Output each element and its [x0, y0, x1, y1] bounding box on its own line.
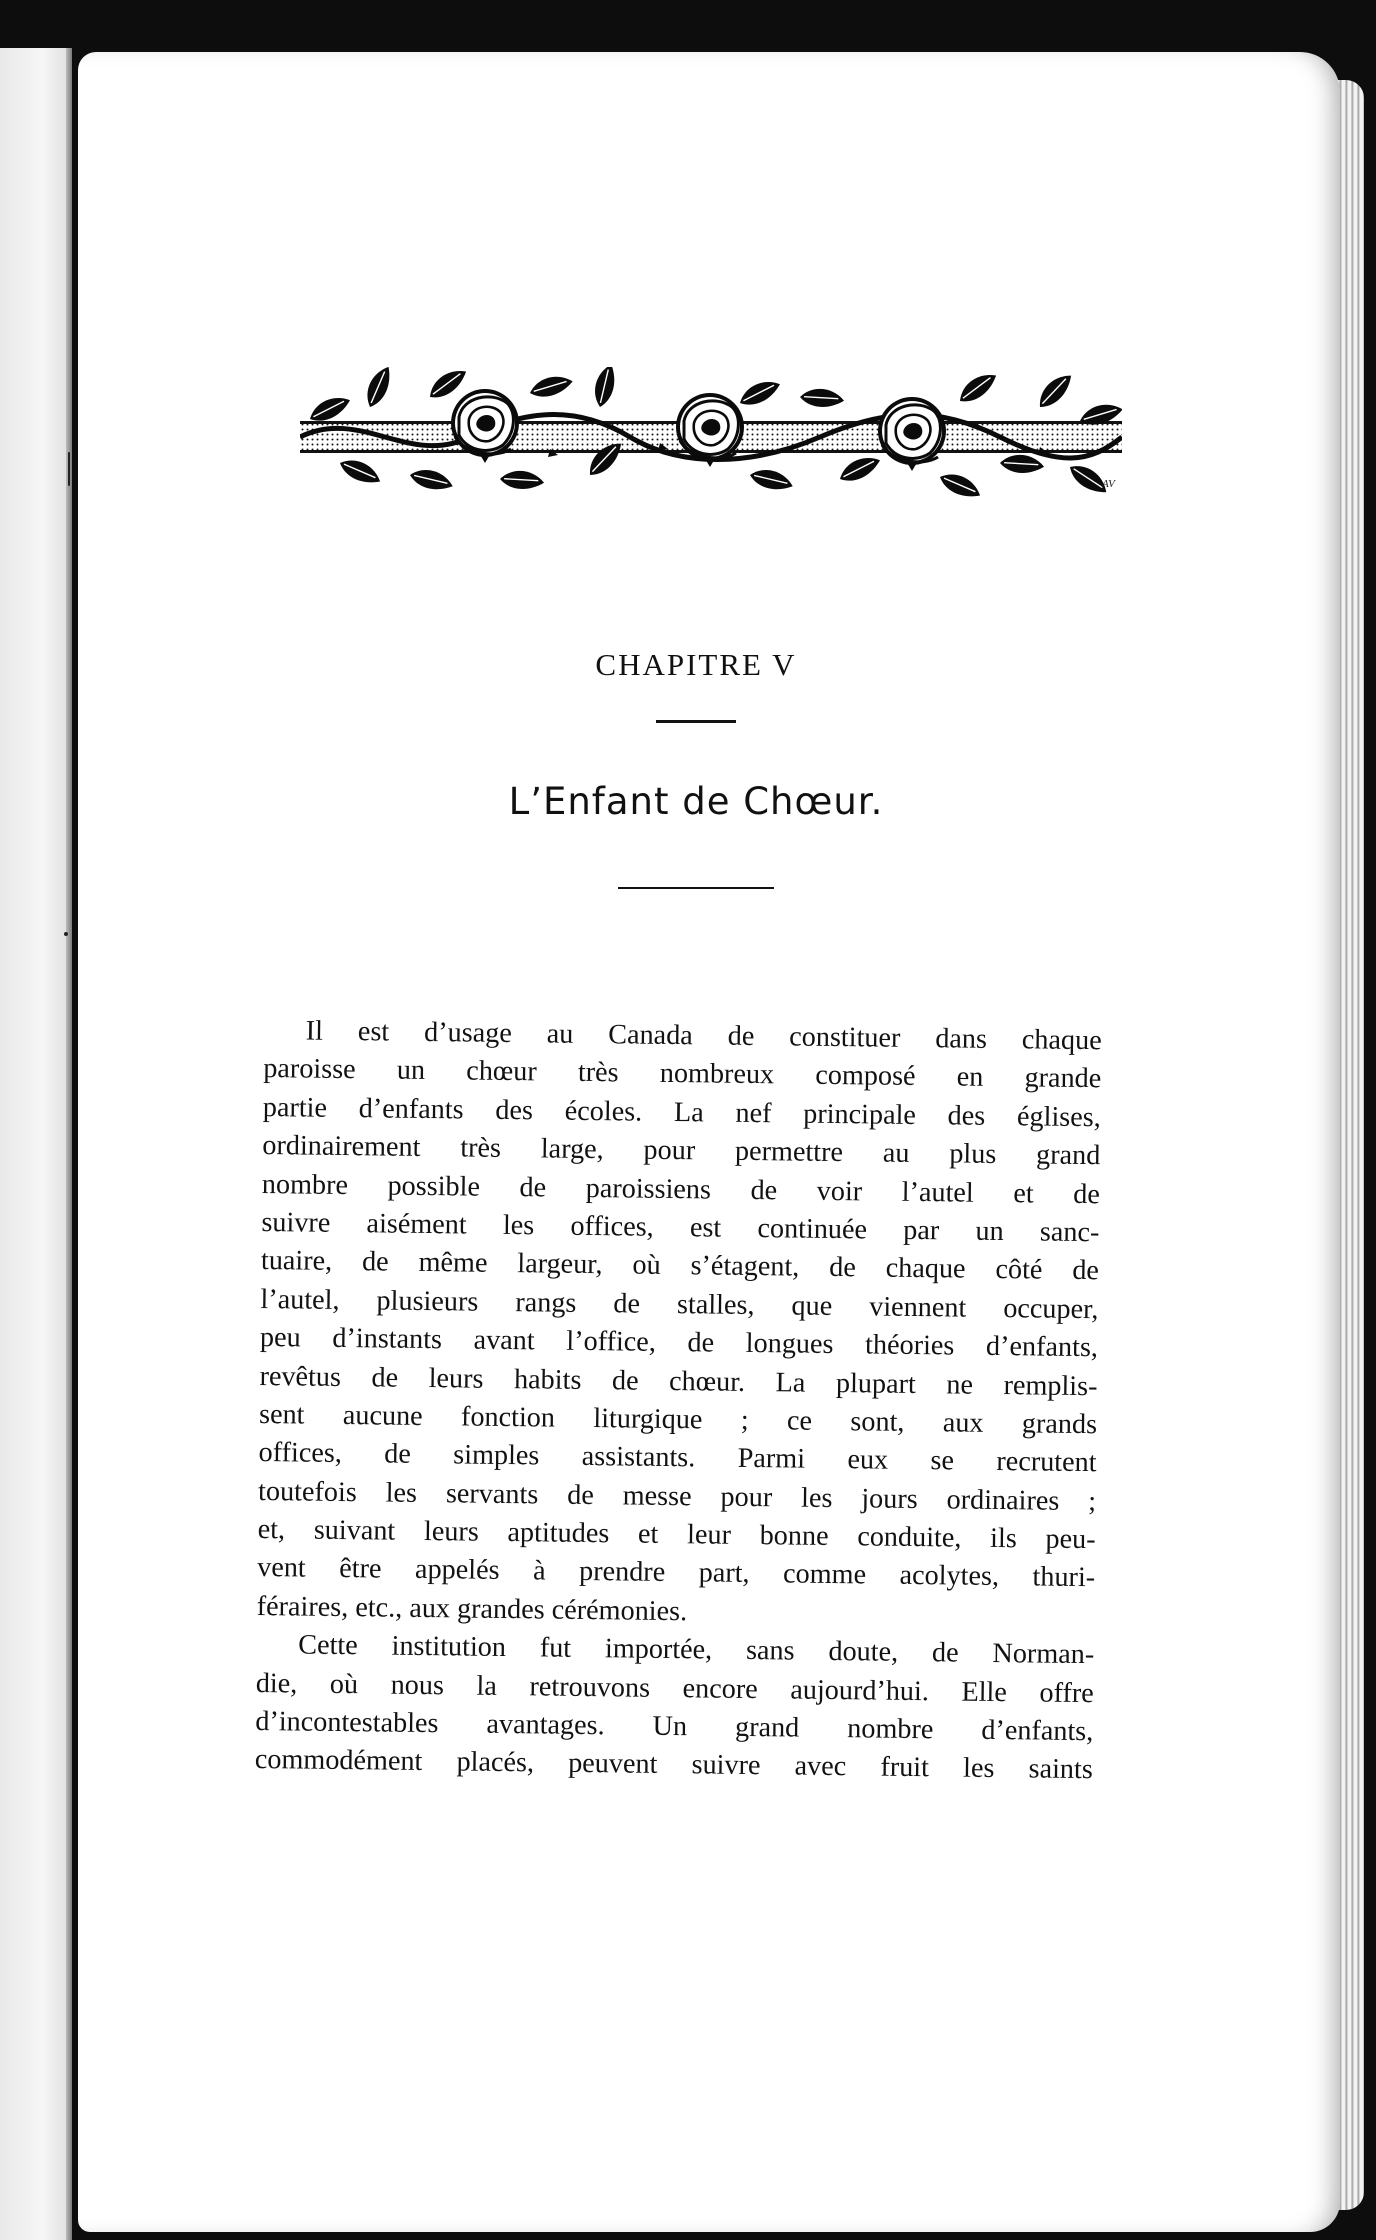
chapter-label: CHAPITRE V	[595, 647, 797, 682]
text-line: sent aucune fonction liturgique ; ce sont, aux grands	[258, 1398, 1098, 1441]
text-line: l’autel, plusieurs rangs de stalles, que viennent occuper,	[260, 1283, 1099, 1325]
text-line: partie d’enfants des écoles. La nef principale des églises,	[262, 1091, 1101, 1134]
paragraph-1	[256, 1012, 1101, 1636]
text-line: nombre possible de paroissiens de voir l’autel et de	[261, 1168, 1101, 1210]
text-line: suivre aisément les offices, est continuée par un sanc-	[261, 1206, 1100, 1249]
paragraph-2	[255, 1626, 1095, 1790]
paper-speck	[68, 452, 70, 486]
text-line: d’incontestables avantages. Un grand nombre d’enfants,	[255, 1705, 1094, 1748]
rose-garland-icon	[300, 367, 1122, 515]
book-page	[78, 52, 1340, 2232]
text-line: peu d’instants avant l’office, de longues théories d’enfants,	[259, 1322, 1099, 1364]
text-line: Cette institution fut importée, sans doute, de Norman-	[298, 1629, 1095, 1671]
text-line: vent être appelés à prendre part, comme acolytes, thuri-	[257, 1552, 1096, 1594]
ornament-signature: AV	[1102, 478, 1115, 490]
rose-garland-ornament	[300, 367, 1122, 515]
text-line: offices, de simples assistants. Parmi eux se recrutent	[258, 1437, 1097, 1479]
chapter-divider-short	[656, 720, 736, 723]
book-gutter	[66, 48, 72, 2240]
text-line: toutefois les servants de messe pour les jours ordinaires ;	[257, 1475, 1097, 1517]
text-line: paroisse un chœur très nombreux composé en grande	[263, 1053, 1102, 1095]
body-text	[255, 1012, 1102, 1790]
text-line: ordinairement très large, pour permettre au plus grand	[262, 1130, 1101, 1172]
title-divider	[618, 887, 774, 889]
text-line: commodément placés, peuvent suivre avec fruit les saints	[254, 1744, 1093, 1786]
text-line: revêtus de leurs habits de chœur. La plupart ne remplis-	[259, 1360, 1098, 1402]
paper-speck	[64, 932, 68, 936]
text-line: Il est d’usage au Canada de constituer dans chaque	[305, 1015, 1102, 1057]
chapter-title: L’Enfant de Chœur.	[508, 780, 884, 823]
text-line: tuaire, de même largeur, où s’étagent, de chaque côté de	[260, 1245, 1100, 1287]
text-line: die, où nous la retrouvons encore aujourd’hui. Elle offre	[255, 1667, 1094, 1709]
text-line: et, suivant leurs aptitudes et leur bonne conduite, ils peu-	[257, 1514, 1096, 1556]
previous-page-edge	[0, 48, 72, 2240]
text-line: féraires, etc., aux grandes cérémonies.	[256, 1590, 688, 1628]
